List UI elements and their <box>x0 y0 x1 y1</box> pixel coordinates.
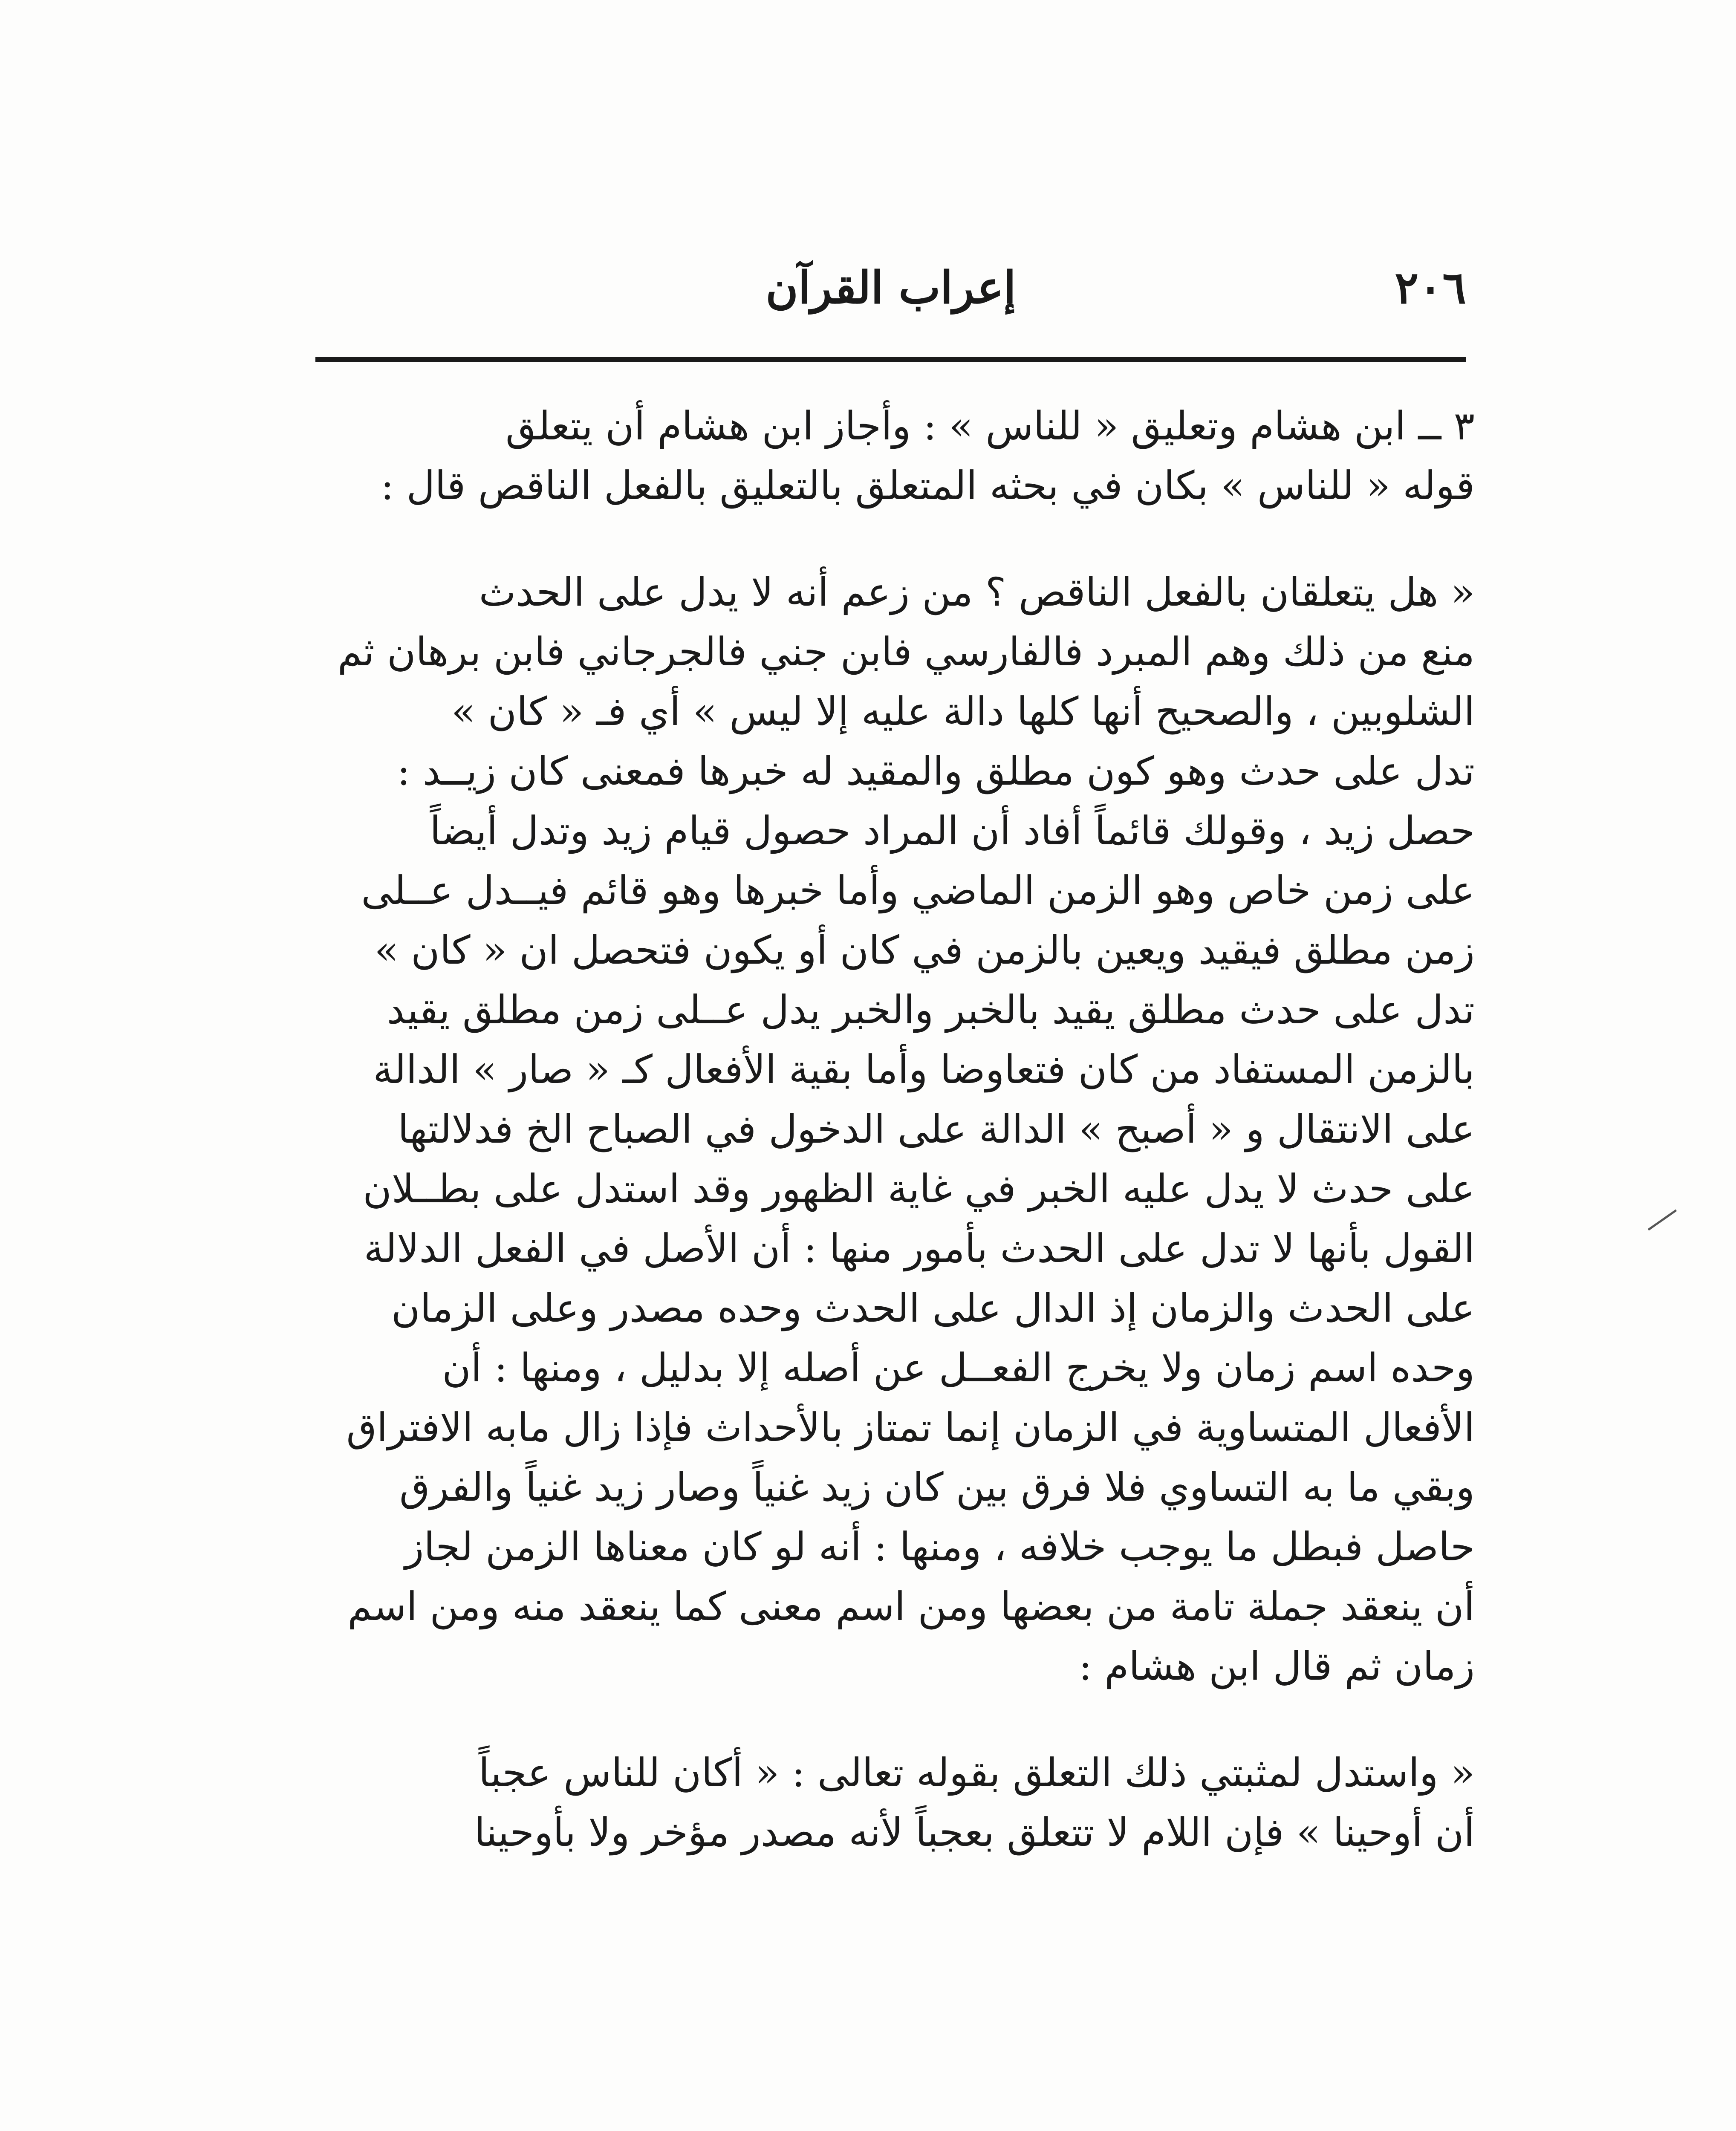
text-line: أن أوحينا » فإن اللام لا تتعلق بعجباً لأنه مصدر مؤخر ولا بأوحينا <box>474 1810 1475 1855</box>
text-line: على حدث لا يدل عليه الخبر في غاية الظهور وقد استدل على بطــلان <box>363 1166 1475 1212</box>
text-line: زمان ثم قال ابن هشام : <box>1079 1643 1475 1689</box>
text-line: حصل زيد ، وقولك قائماً أفاد أن المراد حصول قيام زيد وتدل أيضاً <box>430 808 1475 854</box>
text-line: وحده اسم زمان ولا يخرج الفعــل عن أصله إلا بدليل ، ومنها : أن <box>442 1345 1475 1391</box>
text-line: القول بأنها لا تدل على الحدث بأمور منها : أن الأصل في الفعل الدلالة <box>364 1226 1475 1271</box>
text-line: منع من ذلك وهم المبرد فالفارسي فابن جني فالجرجاني فابن برهان ثم <box>337 629 1475 675</box>
text-line: « واستدل لمثبتي ذلك التعلق بقوله تعالى : « أكان للناس عجباً <box>478 1750 1475 1796</box>
text-line: على الانتقال و « أصبح » الدالة على الدخول في الصباح الخ فدلالتها <box>398 1106 1475 1152</box>
scan-mark <box>1648 1210 1677 1231</box>
text-line: على زمن خاص وهو الزمن الماضي وأما خبرها وهو قائم فيــدل عــلى <box>361 868 1475 913</box>
text-line: الشلوبين ، والصحيح أنها كلها دالة عليه إلا ليس » أي فـ « كان » <box>451 689 1475 734</box>
page-header <box>315 251 1466 324</box>
running-title: إعراب القرآن <box>765 261 1016 314</box>
text-line: بالزمن المستفاد من كان فتعاوضا وأما بقية الأفعال كـ « صار » الدالة <box>373 1047 1475 1092</box>
text-line: تدل على حدث وهو كون مطلق والمقيد له خبرها فمعنى كان زيــد : <box>397 748 1475 794</box>
header-divider <box>315 357 1466 362</box>
paragraph-quote-main <box>298 563 1475 1696</box>
text-line: قوله « للناس » بكان في بحثه المتعلق بالتعليق بالفعل الناقص قال : <box>381 463 1475 508</box>
text-line: زمن مطلق فيقيد ويعين بالزمن في كان أو يكون فتحصل ان « كان » <box>374 927 1475 973</box>
text-line: حاصل فبطل ما يوجب خلافه ، ومنها : أنه لو كان معناها الزمن لجاز <box>404 1524 1475 1570</box>
text-line: وبقي ما به التساوي فلا فرق بين كان زيد غنياً وصار زيد غنياً والفرق <box>399 1464 1475 1510</box>
page-number: ٢٠٦ <box>1395 261 1466 314</box>
text-line: الأفعال المتساوية في الزمان إنما تمتاز بالأحداث فإذا زال مابه الافتراق <box>346 1405 1475 1450</box>
page-body <box>298 396 1475 1862</box>
text-line: « هل يتعلقان بالفعل الناقص ؟ من زعم أنه لا يدل على الحدث <box>479 569 1475 615</box>
paragraph-intro <box>298 396 1475 516</box>
text-line: على الحدث والزمان إذ الدال على الحدث وحده مصدر وعلى الزمان <box>391 1285 1475 1331</box>
text-line: ٣ ــ ابن هشام وتعليق « للناس » : وأجاز ابن هشام أن يتعلق <box>505 403 1475 449</box>
paragraph-quote-second <box>298 1743 1475 1862</box>
text-line: تدل على حدث مطلق يقيد بالخبر والخبر يدل عــلى زمن مطلق يقيد <box>387 987 1475 1033</box>
text-line: أن ينعقد جملة تامة من بعضها ومن اسم معنى كما ينعقد منه ومن اسم <box>347 1584 1475 1629</box>
